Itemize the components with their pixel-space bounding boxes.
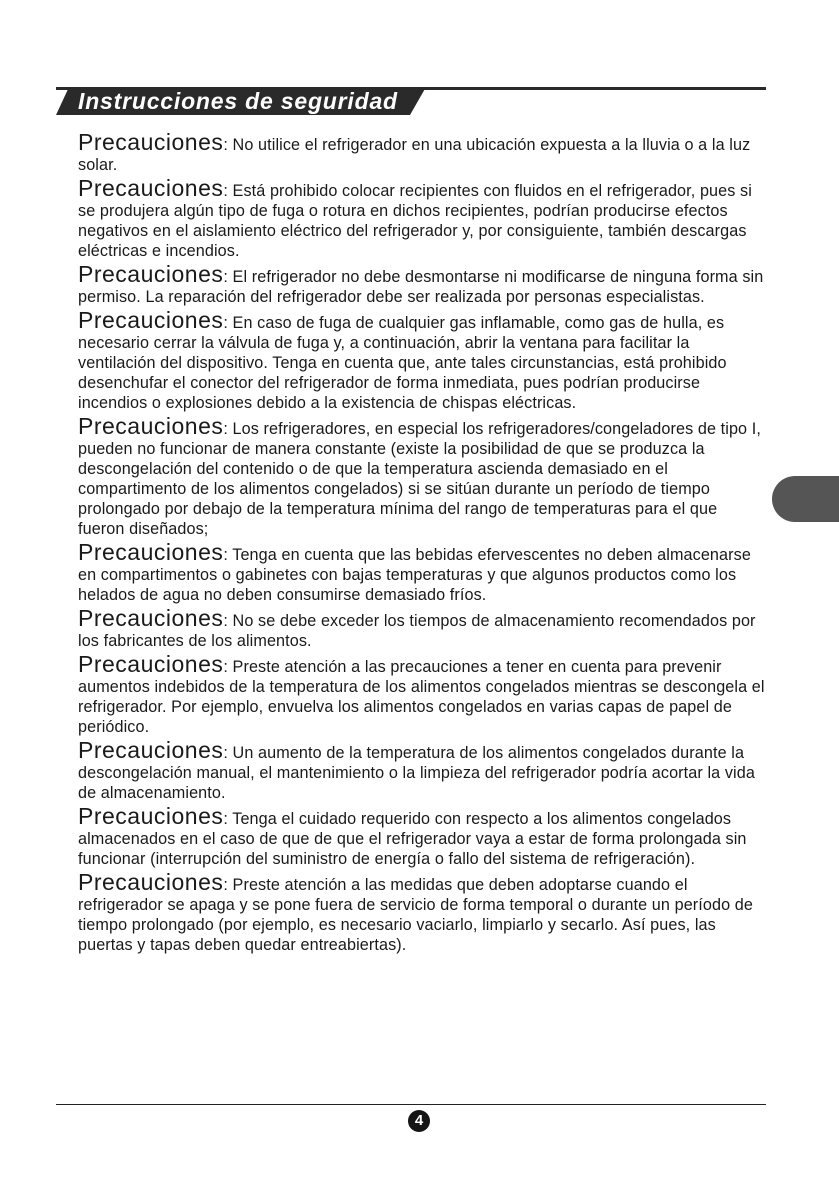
- precaution-text: : Preste atención a las precauciones a tener en cuenta para prevenir aumentos indebidos de la temperatura de los alimentos congelados mientras se descongela el refrigerador. Por ejemplo, envuelva los alimentos congelados en varias capas de papel de periódico.: [78, 658, 765, 736]
- precaution-text: : El refrigerador no debe desmontarse ni modificarse de ninguna forma sin permiso. La reparación del refrigerador debe ser realizada por personas especialistas.: [78, 268, 764, 306]
- precaution-item: [78, 262, 768, 307]
- precaution-text: : Un aumento de la temperatura de los alimentos congelados durante la descongelación manual, el mantenimiento o la limpieza del refrigerador podría acortar la vida de almacenamiento.: [78, 744, 755, 802]
- precaution-text: : En caso de fuga de cualquier gas inflamable, como gas de hulla, es necesario cerrar la válvula de fuga y, a continuación, abrir la ventana para facilitar la ventilación del dispositivo. Tenga en cuenta que, ante tales circunstancias, está prohibido desenchufar el conector del refrigerador de forma inmediata, pues podrían producirse incendios o explosiones debido a la existencia de chispas eléctricas.: [78, 314, 727, 412]
- precaution-text: : No se debe exceder los tiempos de almacenamiento recomendados por los fabricantes de los alimentos.: [78, 612, 756, 650]
- precaution-label: Precauciones: [78, 175, 224, 201]
- page-number-badge: 4: [408, 1110, 430, 1132]
- precaution-label: Precauciones: [78, 539, 224, 565]
- precaution-item: [78, 738, 768, 803]
- precaution-text: : Preste atención a las medidas que deben adoptarse cuando el refrigerador se apaga y se pone fuera de servicio de forma temporal o durante un período de tiempo prolongado (por ejemplo, es necesario vaciarlo, limpiarlo y secarlo. Así pues, las puertas y tapas deben quedar entreabiertas).: [78, 876, 753, 954]
- precaution-label: Precauciones: [78, 307, 224, 333]
- precaution-item: [78, 414, 768, 539]
- precaution-item: [78, 652, 768, 737]
- precaution-text: : No utilice el refrigerador en una ubicación expuesta a la lluvia o a la luz solar.: [78, 136, 751, 174]
- precaution-item: [78, 804, 768, 869]
- precautions-list: [78, 130, 768, 956]
- chapter-side-tab: [772, 476, 839, 522]
- precaution-label: Precauciones: [78, 737, 224, 763]
- precaution-label: Precauciones: [78, 869, 224, 895]
- precaution-label: Precauciones: [78, 261, 224, 287]
- precaution-text: : Está prohibido colocar recipientes con fluidos en el refrigerador, pues si se produjera algún tipo de fuga o rotura en dichos recipientes, podrían producirse efectos negativos en el aislamiento eléctrico del refrigerador y, por consiguiente, también descargas eléctricas e incendios.: [78, 182, 752, 260]
- precaution-label: Precauciones: [78, 803, 224, 829]
- precaution-item: [78, 870, 768, 955]
- precaution-label: Precauciones: [78, 651, 224, 677]
- precaution-label: Precauciones: [78, 129, 224, 155]
- precaution-item: [78, 176, 768, 261]
- section-title: Instrucciones de seguridad: [78, 88, 398, 114]
- precaution-item: [78, 308, 768, 413]
- precaution-label: Precauciones: [78, 413, 224, 439]
- precaution-text: : Tenga en cuenta que las bebidas efervescentes no deben almacenarse en compartimentos o gabinetes con bajas temperaturas y que algunos productos como los helados de agua no deben consumirse demasiado fríos.: [78, 546, 751, 604]
- precaution-item: [78, 540, 768, 605]
- precaution-item: [78, 606, 768, 651]
- precaution-item: [78, 130, 768, 175]
- footer-rule: [56, 1104, 766, 1105]
- precaution-text: : Los refrigeradores, en especial los refrigeradores/congeladores de tipo I, pueden no funcionar de manera constante (existe la posibilidad de que se produzca la descongelación del contenido o de que la temperatura ascienda demasiado en el compartimento de los alimentos congelados) si se sitúan durante un período de tiempo prolongado por debajo de la temperatura mínima del rango de temperaturas para el que fueron diseñados;: [78, 420, 761, 538]
- precaution-label: Precauciones: [78, 605, 224, 631]
- precaution-text: : Tenga el cuidado requerido con respecto a los alimentos congelados almacenados en el caso de que de que el refrigerador vaya a estar de forma prolongada sin funcionar (interrupción del suministro de energía o fallo del sistema de refrigeración).: [78, 810, 747, 868]
- section-header: [56, 85, 766, 115]
